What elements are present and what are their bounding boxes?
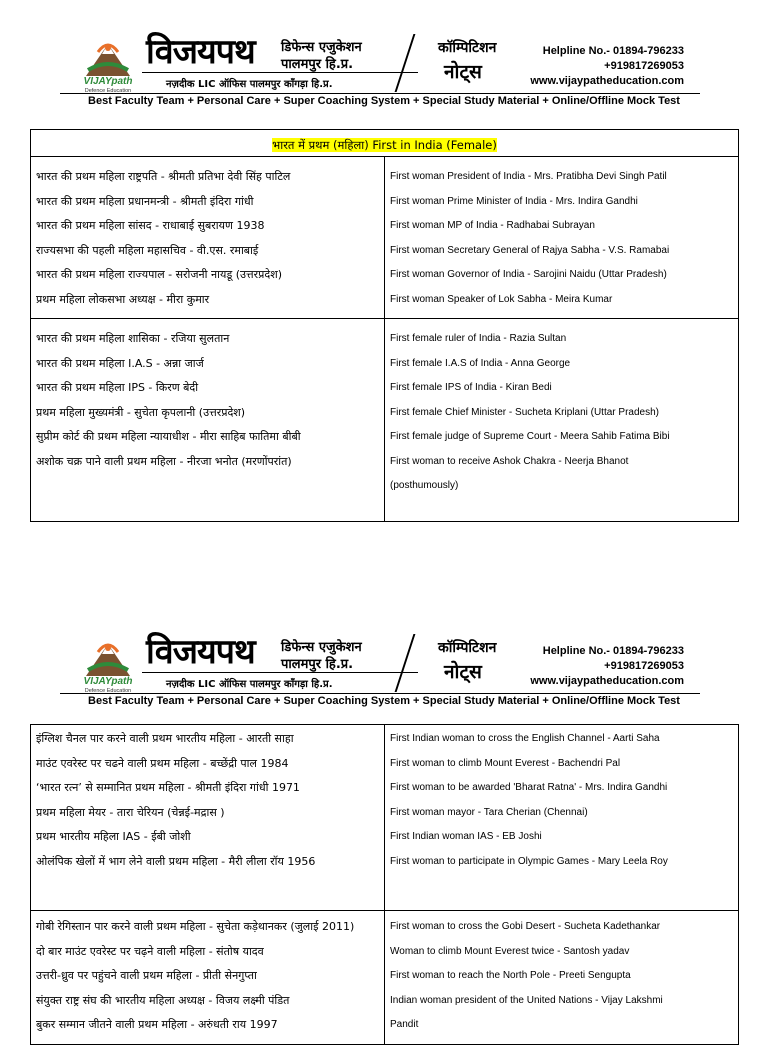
list-item: First Indian woman to cross the English Channel - Aarti Saha xyxy=(390,733,660,744)
english-column xyxy=(385,319,739,522)
list-item: सुप्रीम कोर्ट की प्रथम महिला न्यायाधीश - मीरा साहिब फातिमा बीबी xyxy=(36,430,301,443)
address: नज़दीक LIC ऑफिस पालमपुर काँगड़ा हि.प्र. xyxy=(166,79,333,90)
header-rule xyxy=(60,693,700,694)
list-item: First woman Prime Minister of India - Mrs. Indira Gandhi xyxy=(390,195,638,207)
brand-line-2: पालमपुर हि.प्र. xyxy=(281,57,354,72)
english-column xyxy=(385,725,739,911)
mobile-number: +919817269053 xyxy=(604,660,684,672)
brand-line-1: डिफेन्स एजुकेशन xyxy=(281,40,362,55)
page-2 xyxy=(0,600,768,1031)
brand-title: विजयपथ xyxy=(146,32,255,72)
list-item: दो बार माउंट एवरेस्ट पर चढ़ने वाली महिला - संतोष यादव xyxy=(36,944,264,958)
list-item: First woman Governor of India - Sarojini Naidu (Uttar Pradesh) xyxy=(390,269,667,280)
logo-brand-text: VIJAYpath xyxy=(83,676,133,687)
list-item: भारत की प्रथम महिला I.A.S - अन्ना जार्ज xyxy=(36,356,204,370)
list-item: भारत की प्रथम महिला राष्ट्रपति - श्रीमती प्रतिभा देवी सिंह पाटिल xyxy=(36,170,291,183)
list-item: First woman Secretary General of Rajya Sabha - V.S. Ramabai xyxy=(390,244,670,256)
vijaypath-logo-icon xyxy=(80,40,136,100)
header-slash xyxy=(395,34,416,92)
table-row xyxy=(31,157,739,319)
list-item: भारत की प्रथम महिला सांसद - राधाबाई सुबरायण 1938 xyxy=(36,219,265,232)
tagline: Best Faculty Team + Personal Care + Super Coaching System + Special Study Material + Online/Offline Mock Test xyxy=(88,95,680,107)
list-item: First woman mayor - Tara Cherian (Chennai) xyxy=(390,806,588,818)
logo-brand-text: VIJAYpath xyxy=(83,76,133,87)
notes-label: नोट्स xyxy=(444,61,482,83)
list-item: First woman to reach the North Pole - Preeti Sengupta xyxy=(390,970,631,981)
english-column xyxy=(385,157,739,319)
list-item: First woman to participate in Olympic Games - Mary Leela Roy xyxy=(390,855,668,867)
list-item: ‘भारत रत्न’ से सम्मानित प्रथम महिला - श्रीमती इंदिरा गांधी 1971 xyxy=(36,781,300,794)
header-divider xyxy=(142,72,418,73)
tagline: Best Faculty Team + Personal Care + Super Coaching System + Special Study Material + Online/Offline Mock Test xyxy=(88,695,680,707)
contact-block xyxy=(530,44,684,89)
list-item: First female ruler of India - Razia Sultan xyxy=(390,333,567,344)
helpline: Helpline No.- 01894-796233 xyxy=(542,645,684,657)
logo-subtitle: Defence Education xyxy=(84,88,132,94)
list-item: First female I.A.S of India - Anna George xyxy=(390,357,571,369)
list-item: First Indian woman IAS - EB Joshi xyxy=(390,831,542,842)
letterhead xyxy=(0,600,768,696)
competition-label: कॉम्पिटिशन xyxy=(438,40,497,56)
competition-label: कॉम्पिटिशन xyxy=(438,640,497,656)
list-item: इंग्लिश चैनल पार करने वाली प्रथम भारतीय महिला - आरती साहा xyxy=(36,732,294,745)
list-item: माउंट एवरेस्ट पर चढने वाली प्रथम महिला - बच्छेंद्री पाल 1984 xyxy=(36,756,289,770)
list-item: उत्तरी-ध्रुव पर पहुंचने वाली प्रथम महिला - प्रीती सेनगुप्ता xyxy=(36,969,257,982)
facts-table-1 xyxy=(30,129,739,522)
list-item: गोबी रेगिस्तान पार करने वाली प्रथम महिला - सुचेता कड़ेथानकर (जुलाई 2011) xyxy=(36,920,355,933)
list-item: अशोक चक्र पाने वाली प्रथम महिला - नीरजा भनोत (मरणोंपरांत) xyxy=(36,454,292,468)
list-item: बुकर सम्मान जीतने वाली प्रथम महिला - अरुंधती राय 1997 xyxy=(36,1018,278,1031)
list-item: प्रथम महिला मुख्यमंत्री - सुचेता कृपलानी (उत्तरप्रदेश) xyxy=(36,405,246,419)
list-item: संयुक्त राष्ट्र संघ की भारतीय महिला अध्यक्ष - विजय लक्ष्मी पंडित xyxy=(36,993,290,1007)
helpline: Helpline No.- 01894-796233 xyxy=(542,45,684,57)
header-rule xyxy=(60,93,700,94)
letterhead xyxy=(0,0,768,96)
list-item: First woman to be awarded 'Bharat Ratna' - Mrs. Indira Gandhi xyxy=(390,782,668,793)
list-item: First female judge of Supreme Court - Meera Sahib Fatima Bibi xyxy=(390,431,670,442)
list-item: भारत की प्रथम महिला प्रधानमन्त्री - श्रीमती इंदिरा गांधी xyxy=(36,194,254,208)
hindi-column xyxy=(31,157,385,319)
address: नज़दीक LIC ऑफिस पालमपुर काँगड़ा हि.प्र. xyxy=(166,679,333,690)
logo-subtitle: Defence Education xyxy=(84,688,132,694)
list-item: First woman to climb Mount Everest - Bachendri Pal xyxy=(390,757,621,769)
table-title-cell xyxy=(31,130,739,157)
notes-label: नोट्स xyxy=(444,661,482,683)
list-item: भारत की प्रथम महिला IPS - किरण बेदी xyxy=(36,381,199,394)
list-item: First woman to cross the Gobi Desert - Sucheta Kadethankar xyxy=(390,921,661,932)
list-item: प्रथम भारतीय महिला IAS - ईबी जोशी xyxy=(36,830,191,843)
list-item: First woman Speaker of Lok Sabha - Meira Kumar xyxy=(390,293,613,305)
mobile-number: +919817269053 xyxy=(604,60,684,72)
header-divider xyxy=(142,672,418,673)
list-item: भारत की प्रथम महिला शासिका - रजिया सुलतान xyxy=(36,332,230,345)
brand-line-2: पालमपुर हि.प्र. xyxy=(281,657,354,672)
page-1 xyxy=(0,0,768,491)
list-item: Indian woman president of the United Nations - Vijay Lakshmi xyxy=(390,994,663,1006)
list-item: Woman to climb Mount Everest twice - Santosh yadav xyxy=(390,945,630,957)
brand-title: विजयपथ xyxy=(146,632,255,672)
contact-block xyxy=(530,644,684,689)
website[interactable]: www.vijaypatheducation.com xyxy=(530,675,684,687)
hindi-column xyxy=(31,319,385,522)
brand-line-1: डिफेन्स एजुकेशन xyxy=(281,640,362,655)
list-item: (posthumously) xyxy=(390,480,459,491)
list-item: First woman MP of India - Radhabai Subrayan xyxy=(390,220,595,231)
list-item: भारत की प्रथम महिला राज्यपाल - सरोजनी नायडू (उत्तरप्रदेश) xyxy=(36,268,283,281)
website[interactable]: www.vijaypatheducation.com xyxy=(530,75,684,87)
list-item: First female Chief Minister - Sucheta Kriplani (Uttar Pradesh) xyxy=(390,406,659,418)
list-item: First woman to receive Ashok Chakra - Neerja Bhanot xyxy=(390,455,629,467)
facts-table-2 xyxy=(30,724,739,1045)
list-item: First woman President of India - Mrs. Pratibha Devi Singh Patil xyxy=(390,171,667,182)
table-row xyxy=(31,725,739,911)
vijaypath-logo-icon xyxy=(80,640,136,700)
table-title: भारत में प्रथम (महिला) First in India (Female) xyxy=(272,138,497,152)
list-item: First female IPS of India - Kiran Bedi xyxy=(390,382,552,393)
header-slash xyxy=(395,634,416,692)
list-item: प्रथम महिला मेयर - तारा चेरियन (चेन्नई-मद्रास ) xyxy=(36,805,225,819)
table-row xyxy=(31,319,739,522)
list-item: प्रथम महिला लोकसभा अध्यक्ष - मीरा कुमार xyxy=(36,292,210,306)
list-item: ओलंपिक खेलों में भाग लेने वाली प्रथम महिला - मैरी लीला रॉय 1956 xyxy=(36,854,316,868)
list-item: राज्यसभा की पहली महिला महासचिव - वी.एस. रमाबाई xyxy=(36,243,259,257)
list-item: Pandit xyxy=(390,1019,419,1030)
hindi-column xyxy=(31,725,385,911)
